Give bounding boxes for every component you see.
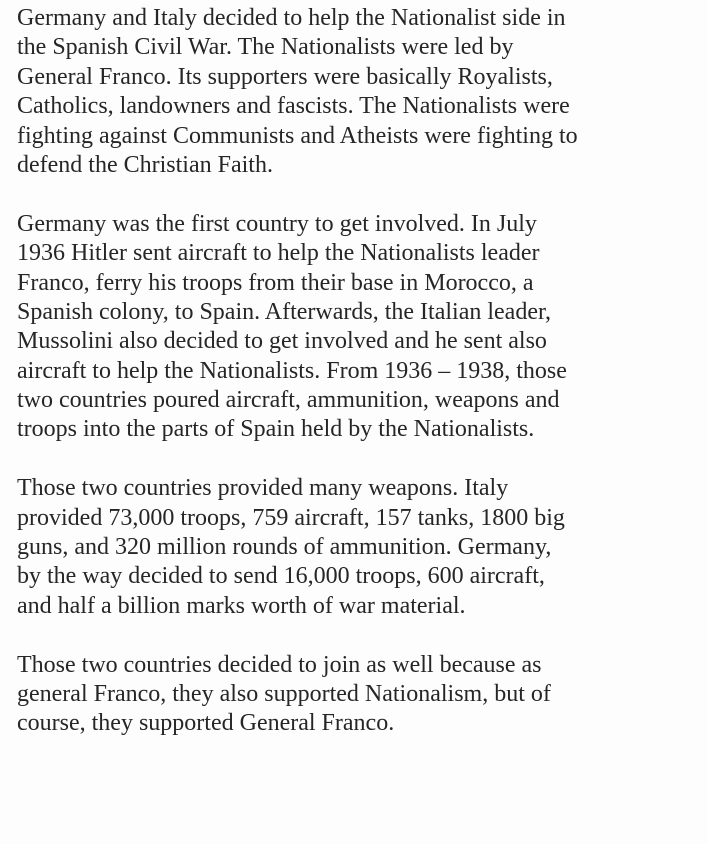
text-line: aircraft to help the Nationalists. From 1936 – 1938, those xyxy=(17,357,567,384)
paragraph-weapons-provided xyxy=(17,474,707,621)
text-line: course, they supported General Franco. xyxy=(17,710,395,737)
text-line: Mussolini also decided to get involved and he sent also xyxy=(17,328,547,355)
text-line: by the way decided to send 16,000 troops, 600 aircraft, xyxy=(17,563,545,590)
paragraph-support-nationalists xyxy=(17,4,707,180)
text-line: guns, and 320 million rounds of ammunition. Germany, xyxy=(17,534,552,561)
paragraph-germany-involvement xyxy=(17,210,707,445)
document-body xyxy=(17,4,707,768)
paragraph-reasons xyxy=(17,651,707,739)
text-line: 1936 Hitler sent aircraft to help the Nationalists leader xyxy=(17,240,540,267)
text-line: General Franco. Its supporters were basically Royalists, xyxy=(17,63,553,90)
text-line: Spanish colony, to Spain. Afterwards, the Italian leader, xyxy=(17,298,552,325)
text-line: Franco, ferry his troops from their base in Morocco, a xyxy=(17,269,534,296)
text-line: Catholics, landowners and fascists. The Nationalists were xyxy=(17,93,570,120)
text-line: and half a billion marks worth of war material. xyxy=(17,592,466,619)
text-line: Germany and Italy decided to help the Nationalist side in xyxy=(17,5,566,31)
text-line: troops into the parts of Spain held by the Nationalists. xyxy=(17,416,535,443)
text-line: Germany was the first country to get involved. In July xyxy=(17,210,537,237)
text-line: Those two countries provided many weapons. Italy xyxy=(17,475,509,502)
text-line: general Franco, they also supported Nationalism, but of xyxy=(17,680,551,707)
text-line: fighting against Communists and Atheists were fighting to xyxy=(17,122,578,149)
text-line: two countries poured aircraft, ammunition, weapons and xyxy=(17,387,560,414)
text-line: Those two countries decided to join as well because as xyxy=(17,651,542,678)
text-line: the Spanish Civil War. The Nationalists were led by xyxy=(17,34,514,61)
text-line: defend the Christian Faith. xyxy=(17,151,273,178)
text-line: provided 73,000 troops, 759 aircraft, 157 tanks, 1800 big xyxy=(17,504,565,531)
